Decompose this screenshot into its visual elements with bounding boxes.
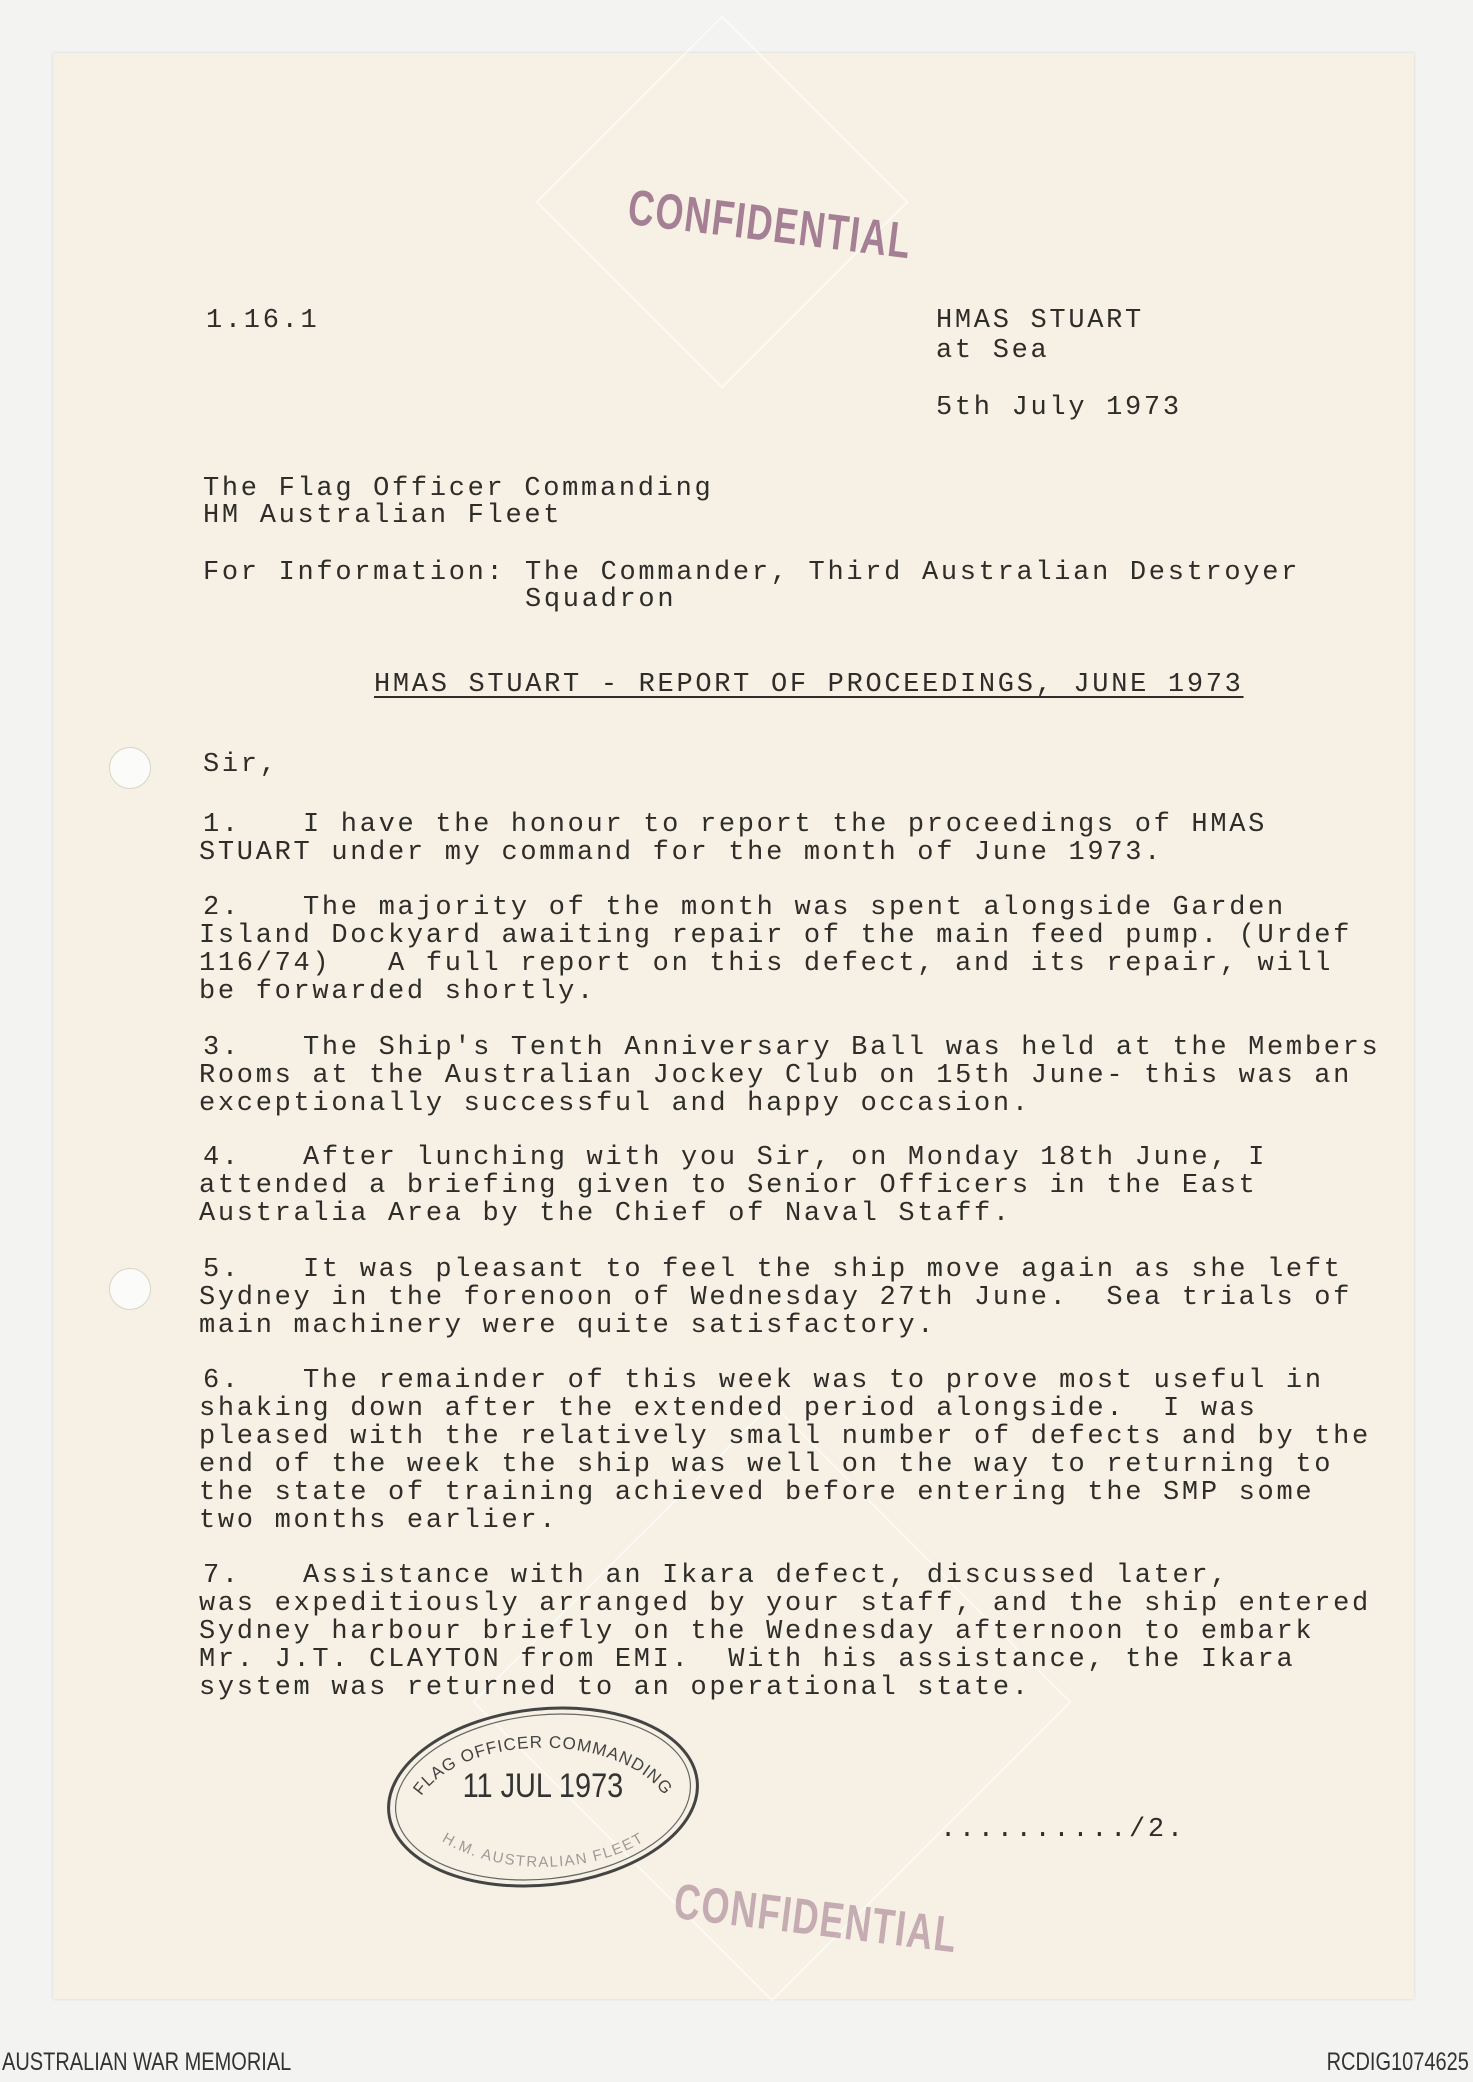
paragraph-line: I have the honour to report the proceedings of HMAS <box>303 810 1268 840</box>
paragraph-line: It was pleasant to feel the ship move again as she left <box>303 1255 1343 1285</box>
paragraph-line: Sydney in the forenoon of Wednesday 27th June. Sea trials of <box>199 1283 1353 1313</box>
paragraph-number: 3. <box>203 1033 241 1063</box>
paragraph-line: exceptionally successful and happy occasion. <box>199 1089 1031 1119</box>
stamp-top-text: FLAG OFFICER COMMANDING <box>409 1732 677 1799</box>
continuation-marker: ........../2. <box>940 1815 1186 1845</box>
paragraph-line: two months earlier. <box>199 1506 559 1536</box>
paragraph-line: end of the week the ship was well on the way to returning to <box>199 1450 1334 1480</box>
paragraph-line: attended a briefing given to Senior Officers in the East <box>199 1171 1258 1201</box>
paragraph-number: 6. <box>203 1366 241 1396</box>
paragraph-number: 1. <box>203 810 241 840</box>
paragraph-line: shaking down after the extended period alongside. I was <box>199 1394 1258 1424</box>
footer-institution: AUSTRALIAN WAR MEMORIAL <box>2 2048 292 2076</box>
paragraph-line: the state of training achieved before entering the SMP some <box>199 1478 1315 1508</box>
paragraph-line: Assistance with an Ikara defect, discussed later, <box>303 1561 1230 1591</box>
svg-text:H.M. AUSTRALIAN FLEET <box>439 1830 646 1871</box>
paragraph-number: 5. <box>203 1255 241 1285</box>
received-date-stamp <box>378 1692 708 1892</box>
paragraph-line: Australia Area by the Chief of Naval Staff. <box>199 1199 1012 1229</box>
paragraph-number: 4. <box>203 1143 241 1173</box>
paragraph-line: 116/74) A full report on this defect, and its repair, will <box>199 949 1334 979</box>
paragraph-line: Sydney harbour briefly on the Wednesday afternoon to embark <box>199 1617 1315 1647</box>
ship-location: at Sea <box>936 336 1050 366</box>
paragraph-line: Rooms at the Australian Jockey Club on 15th June- this was an <box>199 1061 1353 1091</box>
confidential-stamp-top: CONFIDENTIAL <box>625 178 916 270</box>
punch-hole <box>109 1268 151 1310</box>
paragraph-line: pleased with the relatively small number of defects and by the <box>199 1422 1371 1452</box>
paragraph-line: The majority of the month was spent alongside Garden <box>303 893 1286 923</box>
paragraph-number: 2. <box>203 893 241 923</box>
stamp-bottom-text: H.M. AUSTRALIAN FLEET <box>439 1829 647 1871</box>
letter-date: 5th July 1973 <box>936 393 1182 423</box>
addressee-line-2: HM Australian Fleet <box>203 501 563 531</box>
addressee-line-1: The Flag Officer Commanding <box>203 474 714 504</box>
paragraph-line: Mr. J.T. CLAYTON from EMI. With his assistance, the Ikara <box>199 1645 1296 1675</box>
paragraph-line: After lunching with you Sir, on Monday 18th June, I <box>303 1143 1268 1173</box>
paragraph-line: be forwarded shortly. <box>199 977 596 1007</box>
info-label: For Information: <box>203 558 506 588</box>
paragraph-line: main machinery were quite satisfactory. <box>199 1311 937 1341</box>
confidential-stamp-bottom: CONFIDENTIAL <box>671 1872 962 1964</box>
report-title: HMAS STUART - REPORT OF PROCEEDINGS, JUNE 1973 <box>374 670 1244 700</box>
paragraph-line: STUART under my command for the month of June 1973. <box>199 838 1164 868</box>
file-reference: 1.16.1 <box>206 306 320 336</box>
paragraph-line: was expeditiously arranged by your staff, and the ship entered <box>199 1589 1371 1619</box>
footer-record-id: RCDIG1074625 <box>1326 2048 1469 2076</box>
paragraph-line: system was returned to an operational state. <box>199 1673 1031 1703</box>
ship-name: HMAS STUART <box>936 306 1144 336</box>
info-addressee-line-1: The Commander, Third Australian Destroyer <box>525 558 1301 588</box>
paragraph-line: The remainder of this week was to prove most useful in <box>303 1366 1324 1396</box>
punch-hole <box>109 747 151 789</box>
paragraph-number: 7. <box>203 1561 241 1591</box>
paragraph-line: The Ship's Tenth Anniversary Ball was held at the Members <box>303 1033 1381 1063</box>
info-addressee-line-2: Squadron <box>525 585 677 615</box>
paragraph-line: Island Dockyard awaiting repair of the main feed pump. (Urdef <box>199 921 1353 951</box>
stamp-date: 11 JUL 1973 <box>462 1765 624 1805</box>
salutation: Sir, <box>203 750 279 780</box>
